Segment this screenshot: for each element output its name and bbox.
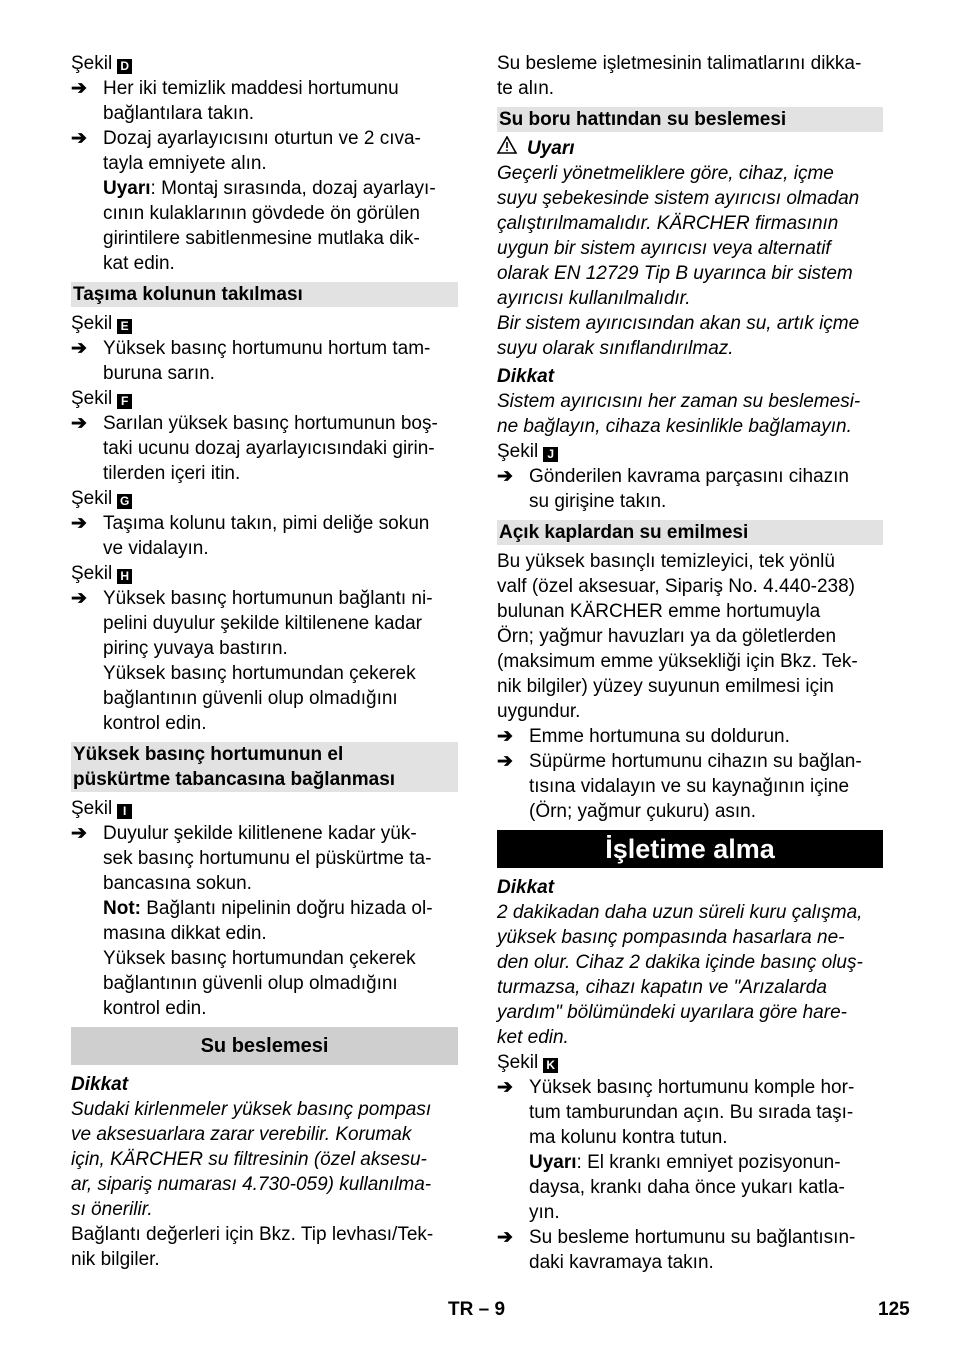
instruction-step: [497, 464, 883, 514]
arrow-right-icon: ➔: [71, 128, 87, 149]
instruction-step: [71, 821, 458, 1021]
caution-label: Dikkat: [497, 877, 555, 898]
text-line: Bağlantı değerleri için Bkz. Tip levhası/Tek-: [71, 1224, 434, 1245]
right-column: [497, 51, 883, 1275]
text-line: için, KÄRCHER su filtresinin (özel aksesu-: [71, 1149, 427, 1170]
arrow-right-icon: ➔: [71, 588, 87, 609]
heading-line: püskürtme tabancasına bağlanması: [73, 769, 396, 790]
note-line: kat edin.: [103, 253, 175, 274]
text-line: Sarılan yüksek basınç hortumunun boş-: [103, 413, 438, 434]
figure-label: Şekil: [71, 313, 113, 334]
text-line: (Örn; yağmur çukuru) asın.: [529, 801, 757, 822]
section-bar-su-beslemesi: Su beslemesi: [71, 1027, 458, 1065]
text-line: bağlantının güvenli olup olmadığını: [103, 973, 398, 994]
text-line: turmazsa, cihazı kapatın ve "Arızalarda: [497, 977, 827, 998]
text-line: Her iki temizlik maddesi hortumunu: [103, 78, 399, 99]
text-line: tum tamburundan açın. Bu sırada taşı-: [529, 1102, 854, 1123]
text-line: sı önerilir.: [71, 1199, 153, 1220]
instruction-step: [497, 1075, 883, 1225]
note-text: Bağlantı nipelinin doğru hizada ol-: [140, 898, 433, 919]
text-line: Gönderilen kavrama parçasını cihazın: [529, 466, 849, 487]
footer-section-label: TR – 9: [448, 1299, 506, 1320]
text-line: tısına vidalayın ve su kaynağının içine: [529, 776, 850, 797]
figure-letter-box: D: [117, 59, 132, 74]
note-line: daysa, krankı daha önce yukarı katla-: [529, 1177, 845, 1198]
figure-reference: [71, 386, 458, 411]
arrow-right-icon: ➔: [497, 726, 513, 747]
note-line: cının kulaklarının gövdede ön görülen: [103, 203, 420, 224]
arrow-right-icon: ➔: [71, 413, 87, 434]
text-line: taki ucunu dozaj ayarlayıcısındaki girin-: [103, 438, 435, 459]
text-line: Duyulur şekilde kilitlenene kadar yük-: [103, 823, 417, 844]
figure-reference: [497, 439, 883, 464]
instruction-step: [71, 336, 458, 386]
text-line: Yüksek basınç hortumundan çekerek: [103, 948, 416, 969]
heading-line: Taşıma kolunun takılması: [73, 284, 303, 305]
text-line: Örn; yağmur havuzları ya da göletlerden: [497, 626, 837, 647]
arrow-right-icon: ➔: [71, 513, 87, 534]
text-line: Su besleme hortumunu su bağlantısın-: [529, 1227, 856, 1248]
text-line: tayla emniyete alın.: [103, 153, 267, 174]
text-line: Süpürme hortumunu cihazın su bağlan-: [529, 751, 862, 772]
text-line: Geçerli yönetmeliklere göre, cihaz, içme: [497, 163, 834, 184]
warning-title: [497, 136, 883, 161]
text-line: nik bilgiler.: [71, 1249, 160, 1270]
figure-reference: [71, 561, 458, 586]
text-line: valf (özel aksesuar, Sipariş No. 4.440-238): [497, 576, 856, 597]
text-line: Yüksek basınç hortumunu hortum tam-: [103, 338, 431, 359]
text-line: Bu yüksek basınçlı temizleyici, tek yönlü: [497, 551, 835, 572]
note-text: : Montaj sırasında, dozaj ayarlayı-: [150, 178, 436, 199]
text-line: yüksek basınç pompasında hasarlara ne-: [497, 927, 845, 948]
figure-letter-box: H: [117, 569, 132, 584]
text-line: Emme hortumuna su doldurun.: [529, 726, 790, 747]
text-line: tilerden içeri itin.: [103, 463, 241, 484]
text-line: Sudaki kirlenmeler yüksek basınç pompası: [71, 1099, 432, 1120]
instruction-step: [71, 586, 458, 736]
note-line: girintilere sabitlenmesine mutlaka dik-: [103, 228, 420, 249]
figure-label: Şekil: [71, 563, 113, 584]
text-line: suyu olarak sınıflandırılmaz.: [497, 338, 734, 359]
instruction-step: [497, 1225, 883, 1275]
figure-label: Şekil: [497, 441, 539, 462]
instruction-step: [71, 511, 458, 561]
text-line: den olur. Cihaz 2 dakika içinde basınç oluş-: [497, 952, 863, 973]
text-line: olarak EN 12729 Tip B uyarınca bir sistem: [497, 263, 853, 284]
text-line: sek basınç hortumunu el püskürtme ta-: [103, 848, 432, 869]
instruction-step: [71, 411, 458, 486]
text-line: te alın.: [497, 78, 555, 99]
text-line: ve aksesuarlara zarar verebilir. Korumak: [71, 1124, 412, 1145]
text-line: Yüksek basınç hortumunun bağlantı ni-: [103, 588, 433, 609]
figure-reference: [71, 796, 458, 821]
heading-line: Yüksek basınç hortumunun el: [73, 744, 344, 765]
figure-label: Şekil: [71, 488, 113, 509]
arrow-right-icon: ➔: [71, 338, 87, 359]
warning-label: Uyarı: [527, 138, 575, 159]
text-line: ar, sipariş numarası 4.730-059) kullanılma-: [71, 1174, 432, 1195]
arrow-right-icon: ➔: [71, 823, 87, 844]
figure-label: Şekil: [497, 1052, 539, 1073]
arrow-right-icon: ➔: [497, 751, 513, 772]
note-line: [529, 1150, 883, 1175]
figure-letter-box: G: [117, 494, 132, 509]
text-line: Su besleme işletmesinin talimatlarını dikka-: [497, 53, 862, 74]
caution-label: Dikkat: [497, 366, 555, 387]
text-line: Dozaj ayarlayıcısını oturtun ve 2 cıva-: [103, 128, 421, 149]
page-number: 125: [878, 1299, 910, 1320]
figure-letter-box: F: [117, 394, 132, 409]
text-line: su girişine takın.: [529, 491, 667, 512]
section-heading: [71, 282, 458, 307]
text-line: bağlantının güvenli olup olmadığını: [103, 688, 398, 709]
text-line: suyu şebekesinde sistem ayırıcısı olmadan: [497, 188, 860, 209]
text-line: Taşıma kolunu takın, pimi deliğe sokun: [103, 513, 430, 534]
text-line: uygundur.: [497, 701, 581, 722]
text-line: ket edin.: [497, 1027, 569, 1048]
section-heading: [71, 742, 458, 792]
note-line: [103, 176, 458, 201]
text-line: bulunan KÄRCHER emme hortumuyla: [497, 601, 821, 622]
text-line: uygun bir sistem ayırıcısı veya alternatif: [497, 238, 831, 259]
instruction-step: [497, 749, 883, 824]
text-line: ne bağlayın, cihaza kesinlikle bağlamayın.: [497, 416, 852, 437]
instruction-step: [71, 76, 458, 126]
instruction-step: [71, 126, 458, 276]
heading-line: Su boru hattından su beslemesi: [499, 109, 787, 130]
figure-reference: [71, 51, 458, 76]
caution-label: Dikkat: [71, 1074, 129, 1095]
figure-letter-box: I: [117, 804, 132, 819]
figure-reference: [71, 486, 458, 511]
arrow-right-icon: ➔: [497, 1077, 513, 1098]
text-line: Yüksek basınç hortumunu komple hor-: [529, 1077, 855, 1098]
text-line: pirinç yuvaya bastırın.: [103, 638, 288, 659]
figure-letter-box: K: [543, 1058, 558, 1073]
note-label: Uyarı: [529, 1152, 577, 1173]
text-line: ma kolunu kontra tutun.: [529, 1127, 728, 1148]
arrow-right-icon: ➔: [71, 78, 87, 99]
instruction-step: [497, 724, 883, 749]
arrow-right-icon: ➔: [497, 466, 513, 487]
text-line: (maksimum emme yüksekliği için Bkz. Tek-: [497, 651, 858, 672]
arrow-right-icon: ➔: [497, 1227, 513, 1248]
text-line: kontrol edin.: [103, 713, 207, 734]
note-label: Uyarı: [103, 178, 151, 199]
text-line: Sistem ayırıcısını her zaman su beslemesi-: [497, 391, 861, 412]
text-line: yardım" bölümündeki uyarılara göre hare-: [497, 1002, 847, 1023]
text-line: buruna sarın.: [103, 363, 215, 384]
text-line: bancasına sokun.: [103, 873, 252, 894]
section-heading: [497, 107, 883, 132]
text-line: pelini duyulur şekilde kiltilenene kadar: [103, 613, 422, 634]
text-line: 2 dakikadan daha uzun süreli kuru çalışma,: [497, 902, 863, 923]
section-bar-isletime-alma: İşletime alma: [497, 830, 883, 868]
note-line: [103, 896, 458, 921]
text-line: çalıştırılmamalıdır. KÄRCHER firmasının: [497, 213, 839, 234]
figure-letter-box: E: [117, 319, 132, 334]
text-line: ve vidalayın.: [103, 538, 209, 559]
figure-label: Şekil: [71, 798, 113, 819]
left-column: [71, 51, 458, 1272]
section-heading: [497, 520, 883, 545]
text-line: kontrol edin.: [103, 998, 207, 1019]
note-label: Not:: [103, 898, 141, 919]
warning-triangle-icon: [497, 136, 517, 161]
note-line: yın.: [529, 1202, 560, 1223]
text-line: bağlantılara takın.: [103, 103, 255, 124]
note-line: masına dikkat edin.: [103, 923, 267, 944]
figure-letter-box: J: [543, 447, 558, 462]
figure-reference: [497, 1050, 883, 1075]
text-line: Bir sistem ayırıcısından akan su, artık içme: [497, 313, 860, 334]
note-text: : El krankı emniyet pozisyonun-: [576, 1152, 841, 1173]
text-line: Yüksek basınç hortumundan çekerek: [103, 663, 416, 684]
figure-label: Şekil: [71, 53, 113, 74]
text-line: nik bilgiler) yüzey suyunun emilmesi için: [497, 676, 834, 697]
text-line: ayırıcısı kullanılmalıdır.: [497, 288, 691, 309]
heading-line: Açık kaplardan su emilmesi: [499, 522, 749, 543]
figure-reference: [71, 311, 458, 336]
text-line: daki kavramaya takın.: [529, 1252, 714, 1273]
figure-label: Şekil: [71, 388, 113, 409]
